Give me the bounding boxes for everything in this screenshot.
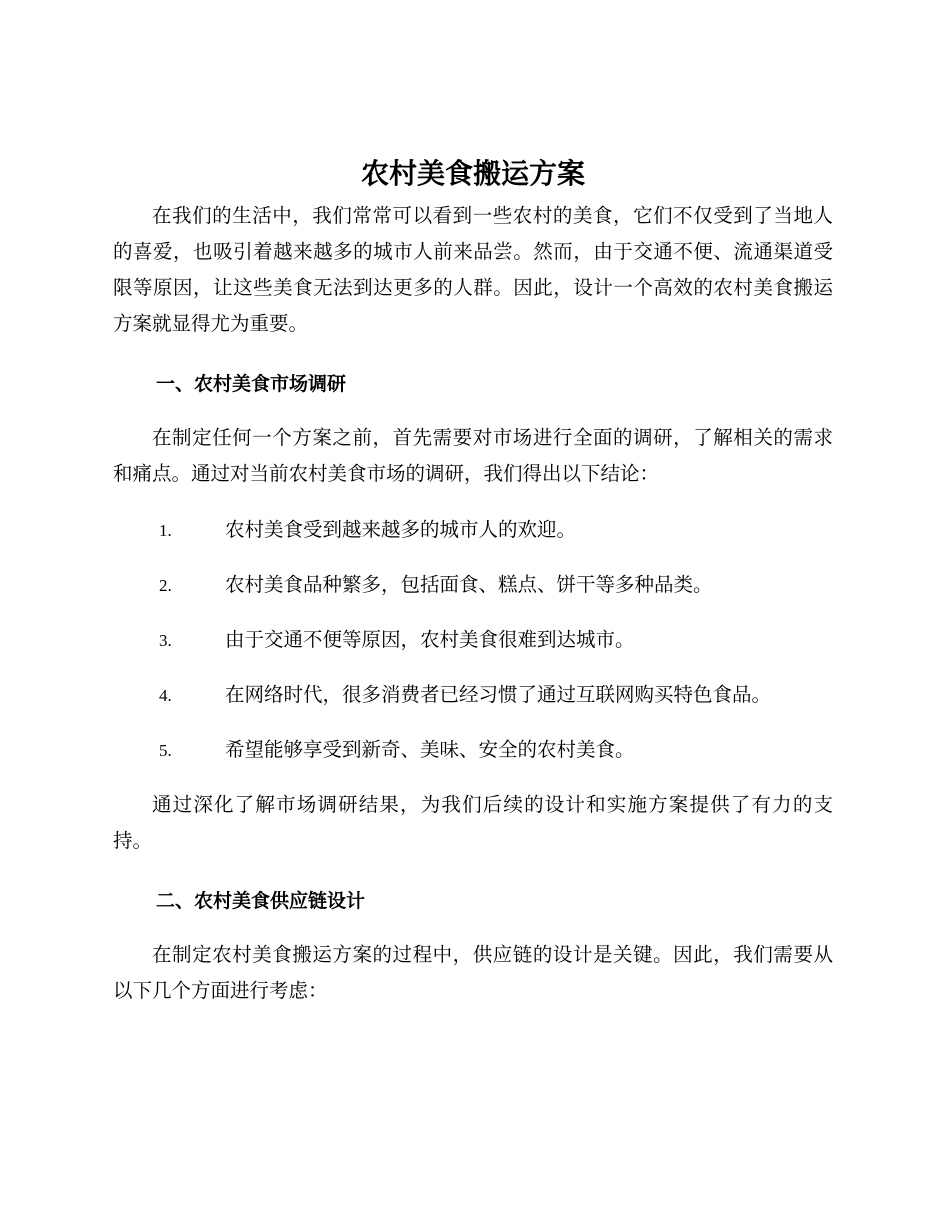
intro-paragraph: 在我们的生活中，我们常常可以看到一些农村的美食，它们不仅受到了当地人的喜爱，也吸引着越来越多的城市人前来品尝。然而，由于交通不便、流通渠道受限等原因，让这些美食无法到达更多的人群。因此，设计一个高效的农村美食搬运方案就显得尤为重要。 <box>113 204 833 335</box>
list-item-text: 希望能够享受到新奇、美味、安全的农村美食。 <box>225 738 635 761</box>
document-body <box>113 152 833 1009</box>
list-item-text: 农村美食品种繁多，包括面食、糕点、饼干等多种品类。 <box>225 573 713 596</box>
list-item-text: 农村美食受到越来越多的城市人的欢迎。 <box>225 518 577 541</box>
list-item-number: 5. <box>159 741 172 760</box>
findings-list <box>113 512 833 768</box>
list-item <box>113 622 833 658</box>
list-item <box>113 732 833 768</box>
list-item-number: 3. <box>159 631 172 650</box>
list-item-number: 4. <box>159 686 172 705</box>
list-item-text: 由于交通不便等原因，农村美食很难到达城市。 <box>225 628 635 651</box>
list-item <box>113 512 833 548</box>
section-lead-market-research: 在制定任何一个方案之前，首先需要对市场进行全面的调研，了解相关的需求和痛点。通过对当前农村美食市场的调研，我们得出以下结论： <box>113 426 833 485</box>
section-heading-market-research: 一、农村美食市场调研 <box>156 373 347 395</box>
section-closing-market-research: 通过深化了解市场调研结果，为我们后续的设计和实施方案提供了有力的支持。 <box>113 793 833 852</box>
list-item <box>113 567 833 603</box>
list-item <box>113 677 833 713</box>
list-item-number: 2. <box>159 576 172 595</box>
list-item-text: 在网络时代，很多消费者已经习惯了通过互联网购买特色食品。 <box>225 683 772 706</box>
document-title: 农村美食搬运方案 <box>360 157 585 190</box>
list-item-number: 1. <box>159 521 172 540</box>
section-lead-supply-chain: 在制定农村美食搬运方案的过程中，供应链的设计是关键。因此，我们需要从以下几个方面进行考虑： <box>113 943 833 1002</box>
section-heading-supply-chain: 二、农村美食供应链设计 <box>156 890 366 912</box>
